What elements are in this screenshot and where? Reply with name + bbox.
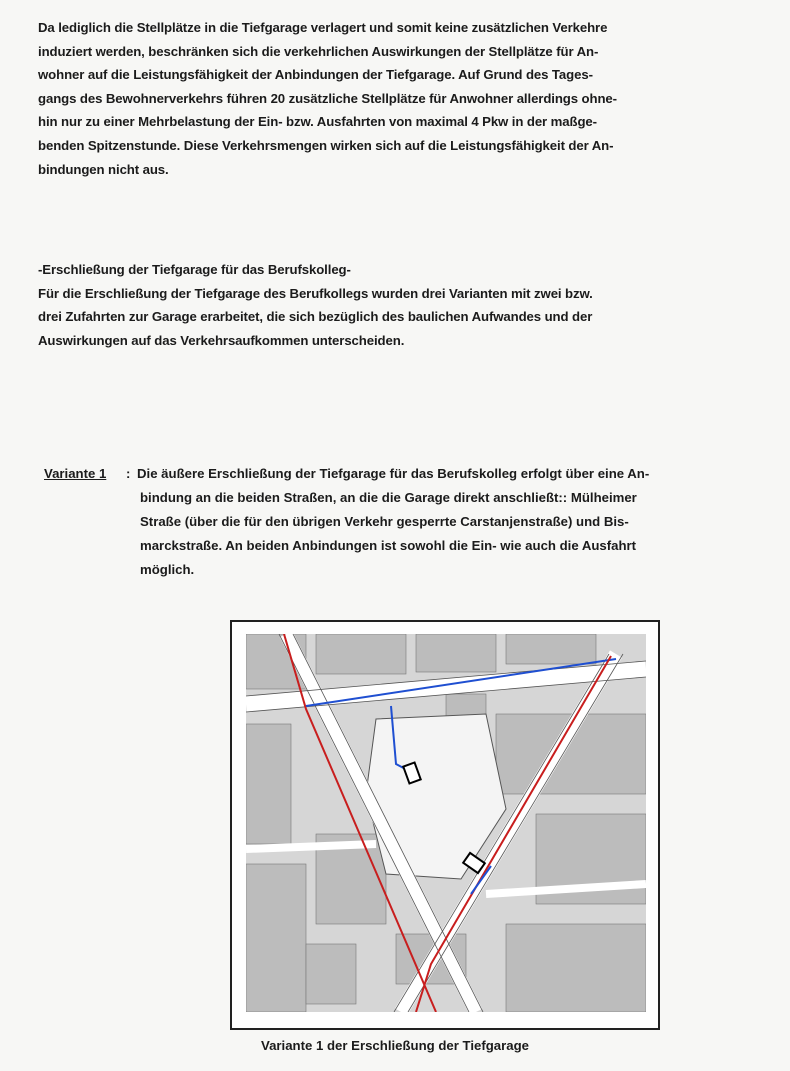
text-line: induziert werden, beschränken sich die verkehrlichen Auswirkungen der Stellplätze für An- <box>38 43 599 59</box>
text-line: Die äußere Erschließung der Tiefgarage für das Berufskolleg erfolgt über eine An- <box>137 466 650 481</box>
text-line: bindung an die beiden Straßen, an die die Garage direkt anschließt:: Mülheimer <box>140 490 637 505</box>
schoolyard-area <box>366 714 506 879</box>
text-line: Straße (über die für den übrigen Verkehr gesperrte Carstanjenstraße) und Bis- <box>140 514 629 529</box>
variant-1-description <box>137 462 752 582</box>
text-line: gangs des Bewohnerverkehrs führen 20 zusätzliche Stellplätze für Anwohner allerdings ohne- <box>38 90 617 106</box>
figure-caption: Variante 1 der Erschließung der Tiefgarage <box>261 1038 529 1053</box>
map-drawing <box>246 634 646 1012</box>
text-line: Da lediglich die Stellplätze in die Tiefgarage verlagert und somit keine zusätzlichen Verkehre <box>38 20 608 35</box>
intro-paragraph <box>38 16 750 181</box>
section-heading: -Erschließung der Tiefgarage für das Berufskolleg- <box>38 262 351 277</box>
text-line: benden Spitzenstunde. Diese Verkehrsmengen wirken sich auf die Leistungsfähigkeit der An- <box>38 137 614 153</box>
map-figure-frame <box>230 620 660 1030</box>
text-line: Für die Erschließung der Tiefgarage des Berufkollegs wurden drei Varianten mit zwei bzw. <box>38 285 593 301</box>
text-line: möglich. <box>140 562 195 577</box>
text-line: wohner auf die Leistungsfähigkeit der Anbindungen der Tiefgarage. Auf Grund des Tages- <box>38 67 593 83</box>
text-line: marckstraße. An beiden Anbindungen ist sowohl die Ein- wie auch die Ausfahrt <box>140 538 637 553</box>
site-map <box>246 634 646 1012</box>
variant-1-colon: : <box>126 466 131 481</box>
text-line: drei Zufahrten zur Garage erarbeitet, die sich bezüglich des baulichen Aufwandes und der <box>38 309 593 325</box>
text-line: Auswirkungen auf das Verkehrsaufkommen unterscheiden. <box>38 332 405 348</box>
text-line: bindungen nicht aus. <box>38 161 169 177</box>
variant-1-label: Variante 1 <box>44 466 107 481</box>
section-berufskolleg <box>38 258 750 352</box>
text-line: hin nur zu einer Mehrbelastung der Ein- bzw. Ausfahrten von maximal 4 Pkw in der maßge- <box>38 114 597 130</box>
